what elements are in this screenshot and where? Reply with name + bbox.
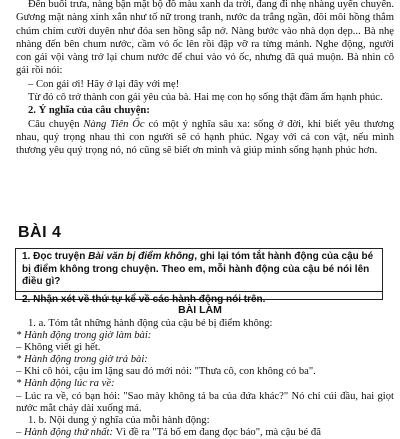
question-1-start: 1. Đọc truyện [22, 251, 89, 262]
action-silence: – Khi cô hỏi, cậu im lặng sau đó mới nói: "Thưa cô, con không có ba". [16, 366, 316, 378]
action-tears: – Lúc ra về, có bạn hỏi: "Sao mày không tả ba của đứa khác?" Nó chỉ cúi đầu, hai giọt nước mắt chảy dài xuống má. [16, 390, 394, 414]
meaning-paragraph [16, 118, 394, 158]
solution-title: BÀI LÀM [178, 304, 222, 316]
action-no-writing: – Không viết gì hết. [16, 342, 101, 354]
assignment-box [15, 248, 383, 305]
section-return-papers: * Hành động trong giờ trả bài: [16, 354, 148, 366]
first-action-meaning [16, 427, 394, 439]
dialogue-line: – Con gái ơi! Hãy ở lại đây với mẹ! [28, 78, 180, 90]
story-paragraph: Đến buổi trưa, nàng bận mặt bộ đồ màu xanh da trời, đang đi nhẹ nhàng uyển chuyển. Gương mặt nàng xinh xắn như tố nữ trong tranh, nước da trắng ngần, đôi môi hồng thắm chúm chím cười duyên như đóa sen hồng sắp nở. Nàng bước vào nhà dọn dẹp... Bà nhẹ nhàng đến bên chum nước, cầm vỏ ốc lên rồi đập vỡ ra từng mảnh. Nghe động, người con gái vội vàng trở lại chum nước để chui vào vỏ ốc, nhưng đã quá muộn. Bà nhìn cô gái rồi nói: [16, 0, 394, 77]
story-ending-paragraph: Từ đó cô trở thành con gái yêu của bà. Hai mẹ con họ sống thật đầm ấm hạnh phúc. [28, 92, 383, 104]
section-in-class: * Hành động trong giờ làm bài: [16, 330, 152, 342]
meaning-prefix: Câu chuyện [28, 118, 84, 130]
solution-line-1b: 1. b. Nội dung ý nghĩa của mỗi hành động: [28, 414, 210, 426]
first-action-label: Hành động thứ nhất: [23, 426, 114, 438]
question-1-story-title: Bài văn bị điểm không [88, 251, 195, 262]
first-action-text: Vì đề ra "Tả bố em đang đọc báo", mà cậu bé đã [113, 426, 321, 438]
meaning-heading: 2. Ý nghĩa của câu chuyện: [28, 105, 150, 117]
section-leaving: * Hành động lúc ra về: [16, 378, 115, 390]
story-title-italic: Nàng Tiên Ốc [83, 118, 145, 130]
question-2: 2. Nhận xét về thứ tự kể về các hành động nói trên. [22, 293, 266, 305]
first-action-dash: – [16, 426, 24, 438]
solution-line-1a: 1. a. Tóm tắt những hành động của cậu bé bị điểm không: [28, 318, 273, 329]
meaning-body: có một ý nghĩa sâu xa: sống ở đời, khi biết yêu thương nhau, quý trọng nhau thì con người sẽ có hạnh phúc. Ngay với cả con vật, nếu mình thương yêu quý trọng nó, nó cũng sẽ biết ơn mình và giúp mình sống hạnh phúc hơn. [16, 118, 395, 157]
question-1-rest: , ghi lại tóm tắt hành động của cậu bé bị điểm không trong chuyện. Theo em, mỗi hành động của cậu bé nói lên điều gì? [22, 251, 374, 288]
box-divider [16, 291, 382, 292]
story-text-block [16, 0, 394, 158]
solution-block [16, 318, 394, 439]
lesson-title: BÀI 4 [18, 224, 62, 241]
question-1 [22, 251, 376, 289]
